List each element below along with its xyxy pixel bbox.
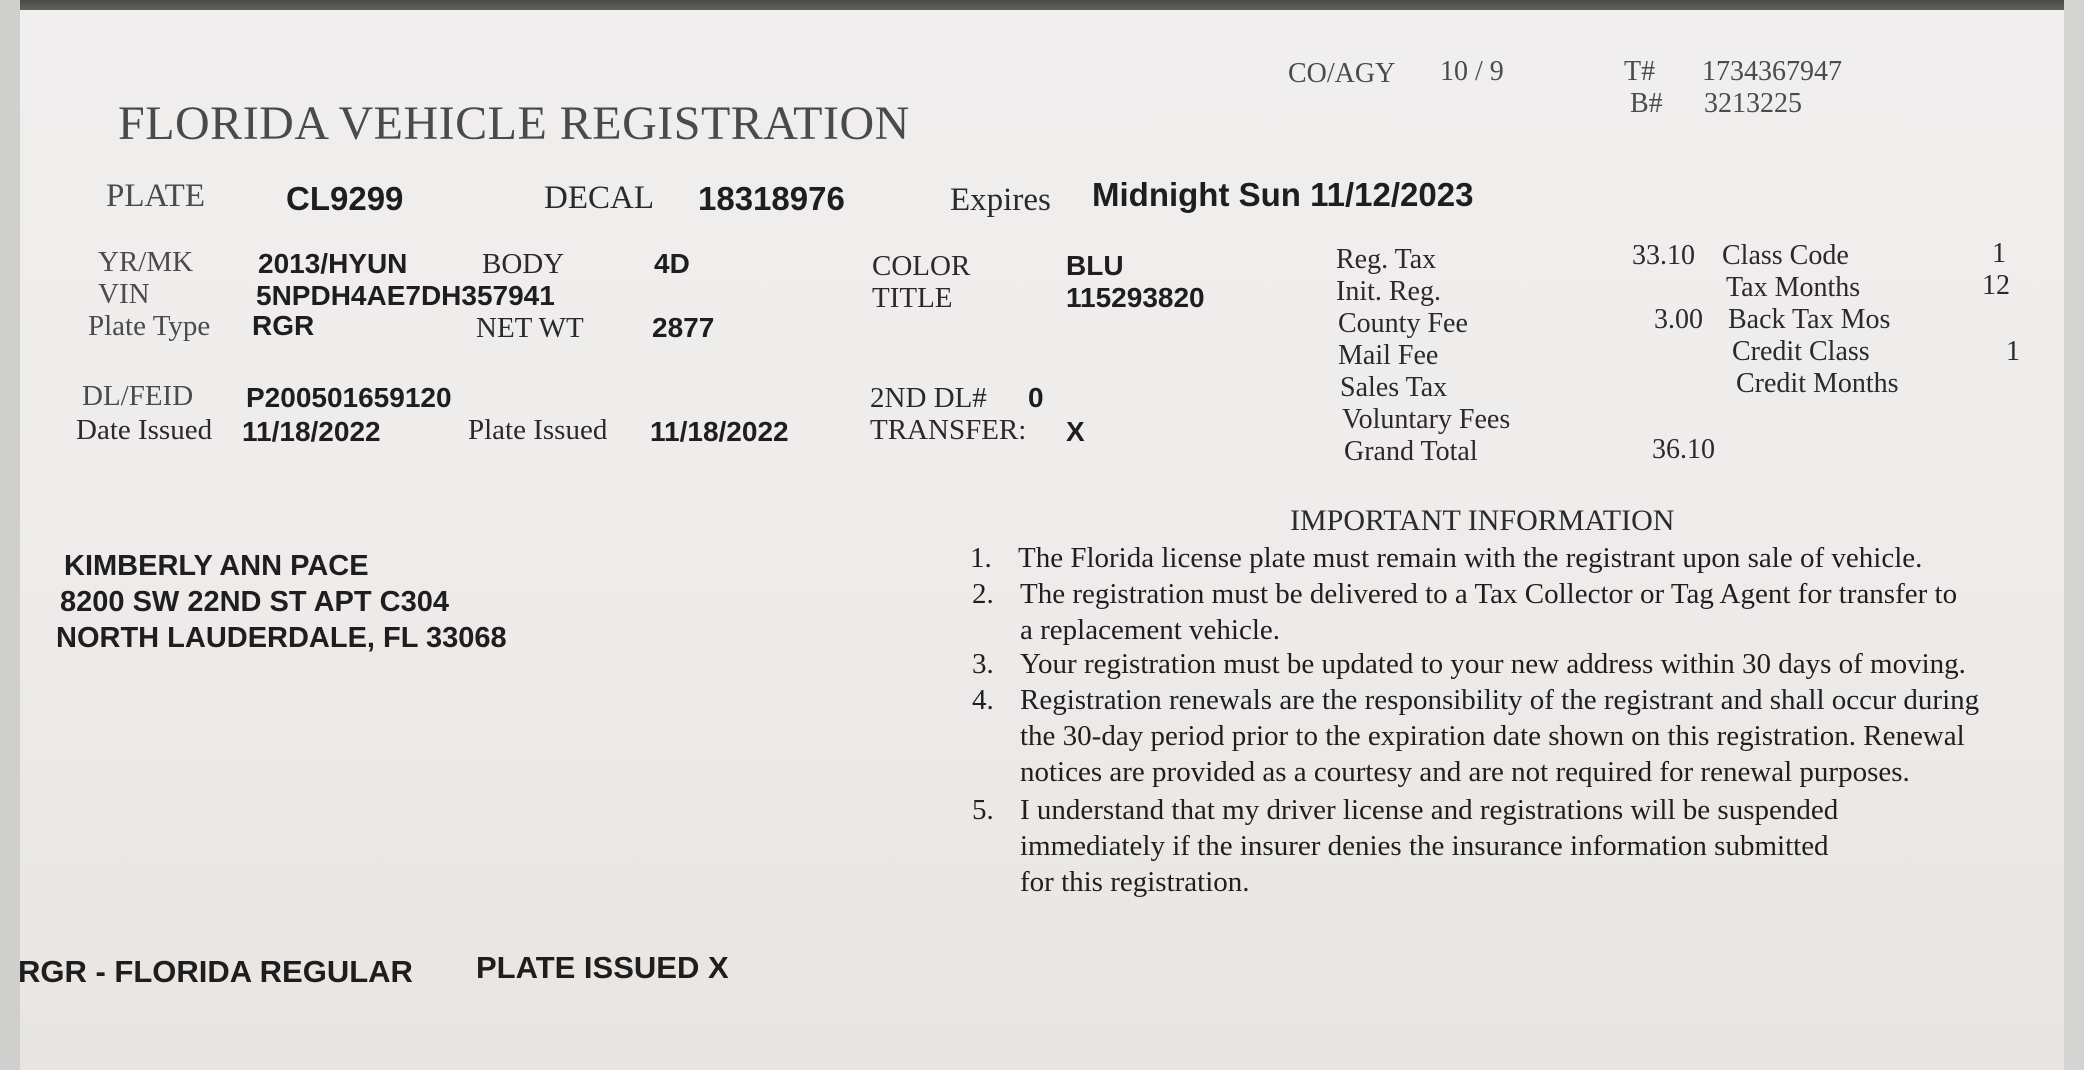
sales-tax-label: Sales Tax	[1340, 372, 1448, 403]
color-value: BLU	[1066, 250, 1124, 281]
voluntary-fees-label: Voluntary Fees	[1342, 404, 1511, 435]
class-code-label: Class Code	[1722, 240, 1849, 271]
t-number-value: 1734367947	[1702, 56, 1842, 87]
list-item-text: The Florida license plate must remain with the registrant upon sale of vehicle.	[1018, 542, 1923, 574]
color-label: COLOR	[872, 250, 971, 282]
second-dl-label: 2ND DL#	[870, 382, 987, 414]
photo-background-right	[2064, 0, 2084, 1070]
credit-class-label: Credit Class	[1732, 336, 1870, 367]
owner-name: KIMBERLY ANN PACE	[64, 550, 369, 582]
owner-address-line1: 8200 SW 22ND ST APT C304	[60, 586, 449, 618]
grand-total-label: Grand Total	[1344, 436, 1478, 467]
co-agy-label: CO/AGY	[1288, 58, 1396, 89]
county-fee-value: 3.00	[1654, 304, 1703, 335]
list-item-number: 1.	[970, 542, 992, 574]
transfer-label: TRANSFER:	[870, 414, 1027, 446]
second-dl-value: 0	[1028, 382, 1044, 413]
list-item-text: I understand that my driver license and registrations will be suspended immediately if the insurer denies the insurance information submitted for this registration.	[1020, 794, 1839, 898]
grand-total-value: 36.10	[1652, 434, 1715, 465]
list-item-number: 5.	[972, 794, 994, 826]
title-value: 115293820	[1066, 282, 1205, 313]
expires-value: Midnight Sun 11/12/2023	[1092, 176, 1474, 213]
plate-issued-flag: PLATE ISSUED X	[476, 950, 729, 985]
photo-background-left	[0, 0, 20, 1070]
list-item-text: Your registration must be updated to your new address within 30 days of moving.	[1020, 648, 1966, 680]
net-wt-label: NET WT	[476, 312, 584, 344]
b-number-value: 3213225	[1704, 88, 1802, 119]
list-item-text: The registration must be delivered to a Tax Collector or Tag Agent for transfer to a replacement vehicle.	[1020, 578, 1958, 646]
reg-tax-value: 33.10	[1632, 240, 1695, 271]
mail-fee-label: Mail Fee	[1338, 340, 1439, 371]
decal-value: 18318976	[698, 180, 845, 217]
title-label: TITLE	[872, 282, 953, 314]
transfer-value: X	[1066, 416, 1085, 447]
plate-type-label: Plate Type	[88, 310, 211, 342]
list-item	[972, 682, 2072, 790]
registration-document	[20, 10, 2064, 1070]
list-item-number: 2.	[972, 578, 994, 610]
plate-type-value: RGR	[252, 310, 315, 341]
yrmk-label: YR/MK	[98, 246, 194, 278]
plate-issued-label: Plate Issued	[468, 414, 608, 446]
date-issued-label: Date Issued	[76, 414, 213, 446]
list-item	[972, 792, 2072, 900]
body-value: 4D	[654, 248, 690, 279]
plate-label: PLATE	[106, 178, 205, 214]
list-item	[970, 540, 2070, 576]
expires-label: Expires	[950, 182, 1051, 218]
plate-issued-value: 11/18/2022	[650, 416, 789, 447]
important-info-heading: IMPORTANT INFORMATION	[1290, 504, 1675, 537]
date-issued-value: 11/18/2022	[242, 416, 381, 447]
list-item-number: 3.	[972, 648, 994, 680]
list-item	[972, 646, 2072, 682]
credit-months-label: Credit Months	[1736, 368, 1899, 399]
vin-label: VIN	[98, 278, 150, 310]
tax-months-label: Tax Months	[1726, 272, 1861, 303]
dl-feid-value: P200501659120	[246, 382, 452, 413]
class-code-value: 1	[1992, 238, 2006, 269]
init-reg-label: Init. Reg.	[1336, 276, 1441, 307]
reg-tax-label: Reg. Tax	[1336, 244, 1437, 275]
co-agy-value: 10 / 9	[1440, 56, 1504, 87]
plate-value: CL9299	[286, 180, 404, 217]
list-item-text: Registration renewals are the responsibility of the registrant and shall occur during the 30-day period prior to the expiration date shown on this registration. Renewal notices are provided as a courtesy and are not required for renewal purposes.	[1020, 684, 1980, 788]
decal-label: DECAL	[544, 180, 654, 216]
list-item-number: 4.	[972, 684, 994, 716]
back-tax-mos-label: Back Tax Mos	[1728, 304, 1891, 335]
tax-months-value: 12	[1982, 270, 2010, 301]
t-number-label: T#	[1624, 56, 1656, 87]
owner-address-line2: NORTH LAUDERDALE, FL 33068	[56, 622, 507, 654]
document-title: FLORIDA VEHICLE REGISTRATION	[118, 97, 910, 150]
b-number-label: B#	[1630, 88, 1663, 119]
list-item	[972, 576, 2072, 648]
dl-feid-label: DL/FEID	[82, 380, 194, 412]
county-fee-label: County Fee	[1338, 308, 1468, 339]
body-label: BODY	[482, 248, 565, 280]
yrmk-value: 2013/HYUN	[258, 248, 408, 279]
net-wt-value: 2877	[652, 312, 715, 343]
vin-value: 5NPDH4AE7DH357941	[256, 280, 555, 311]
credit-class-value: 1	[2006, 336, 2020, 367]
plate-type-description: RGR - FLORIDA REGULAR	[18, 954, 413, 989]
